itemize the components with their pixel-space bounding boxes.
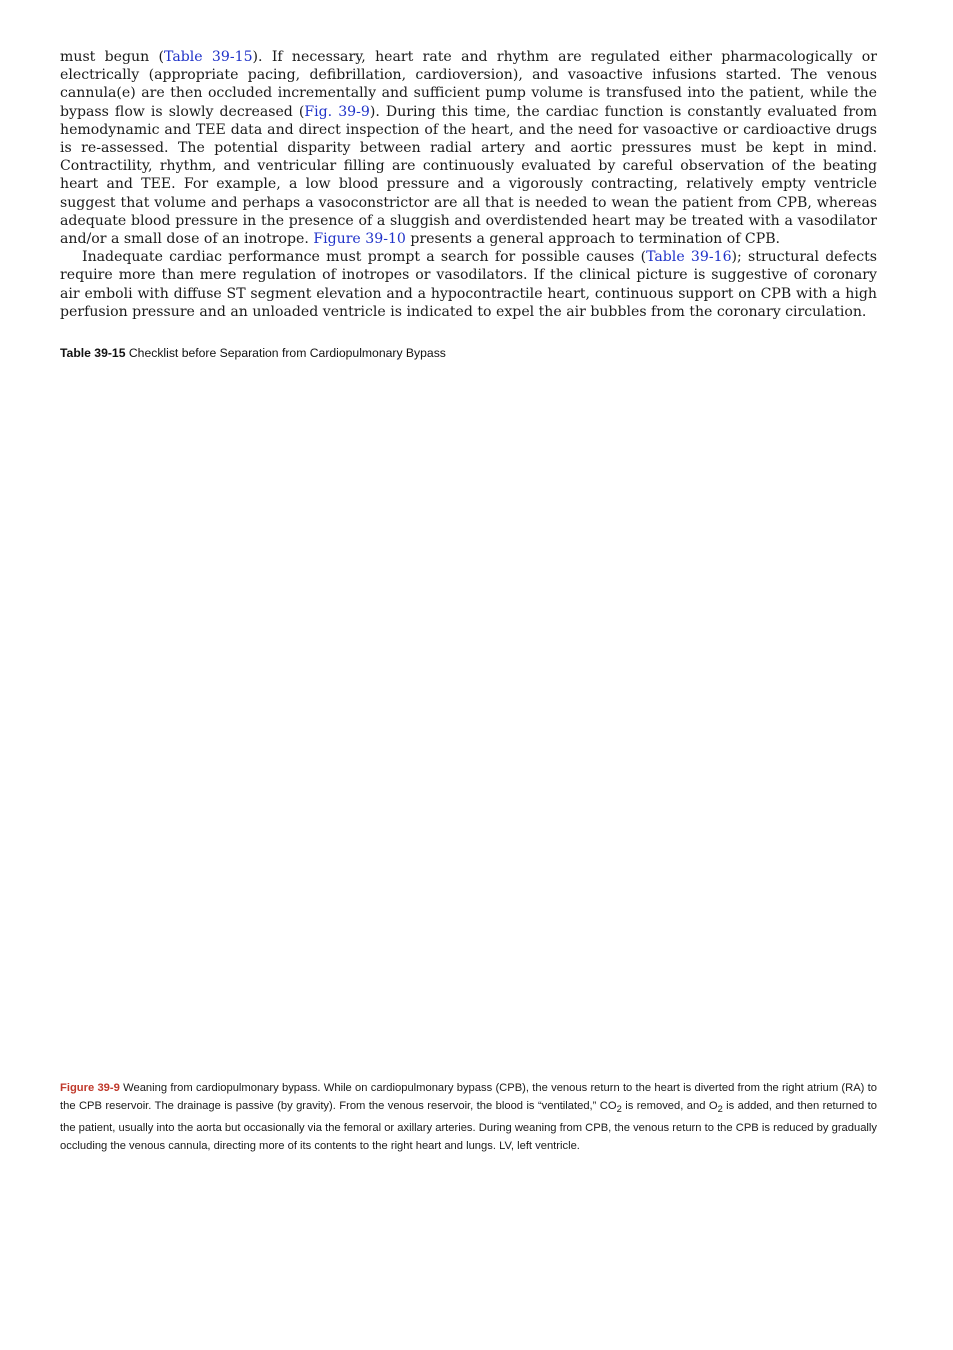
paragraph-1-text-c: ). During this time, the cardiac function is constantly evaluated from hemodynamic and TEE data and direct inspection of the heart, and the need for vasoactive or cardioactive drugs is re-assessed. The potential disparity between radial artery and aortic pressures must be kept in mind. Contractility, rhythm, and ventricular filling are continuously evaluated by careful observation of the beating heart and TEE. For example, a low blood pressure and a vigorously contracting, relatively empty ventricle suggest that volume and perhaps a vasoconstrictor are all that is needed to wean the patient from CPB, whereas adequate blood pressure in the presence of a sluggish and overdistended heart may be treated with a vasodilator and/or a small dose of an inotrope. (60, 103, 877, 248)
paragraph-2-text-b: ); structural defects require more than mere regulation of inotropes or vasodilators. If the clinical picture is suggestive of coronary air emboli with diffuse ST segment elevation and a hypocontractile heart, continuous support on CPB with a high perfusion pressure and an unloaded ventricle is indicated to expel the air bubbles from the coronary circulation. (60, 249, 877, 320)
table-39-15-link[interactable]: Table 39-15 (164, 49, 253, 65)
figure-39-10-link[interactable]: Figure 39-10 (313, 231, 406, 248)
table-caption (60, 346, 877, 360)
figure-caption-label: Figure 39-9 (60, 1082, 120, 1094)
paragraph-2-text-a: Inadequate cardiac performance must prompt a search for possible causes ( (82, 249, 647, 266)
figure-caption (60, 1079, 877, 1156)
paragraph-1-text-a: must begun ( (60, 49, 165, 65)
paragraph-1-text-d: presents a general approach to termination of CPB. (405, 231, 781, 248)
table-placeholder (60, 370, 877, 1060)
table-caption-label: Table 39-15 (60, 346, 126, 360)
paragraph-1-text-b: ). If necessary, heart rate and rhythm are regulated either pharmacologically or electrically (appropriate pacing, defibrillation, cardioversion), and vasoactive infusions started. The venous cannula(e) are then occluded incrementally and sufficient pump volume is transfused into the patient, while the bypass flow is slowly decreased ( (60, 49, 877, 120)
figure-caption-text-b: is removed, and O (621, 1100, 718, 1113)
figure-caption-text-c: is added, and then returned to the patient, usually into the aorta but occasionally via the femoral or axillary arteries. During weaning from CPB, the venous return to the CPB is reduced by gradually occluding the venous cannula, directing more of its contents to the right heart and lungs. LV, left ventricle. (60, 1100, 878, 1153)
main-text (60, 48, 877, 321)
table-39-16-link[interactable]: Table 39-16 (646, 249, 732, 266)
paragraph-2 (60, 248, 877, 321)
fig-39-9-link[interactable]: Fig. 39-9 (304, 103, 370, 120)
figure-placeholder (60, 1062, 877, 1074)
figure-caption-text-a: Weaning from cardiopulmonary bypass. While on cardiopulmonary bypass (CPB), the venous return to the heart is diverted from the right atrium (RA) to the CPB reservoir. The drainage is passive (by gravity). From the venous reservoir, the blood is “ventilated,” CO (60, 1082, 878, 1113)
co2-subscript: 2 (616, 1104, 622, 1115)
table-caption-text: Checklist before Separation from Cardiopulmonary Bypass (125, 346, 446, 360)
paragraph-1 (60, 48, 877, 248)
o2-subscript: 2 (717, 1104, 723, 1115)
